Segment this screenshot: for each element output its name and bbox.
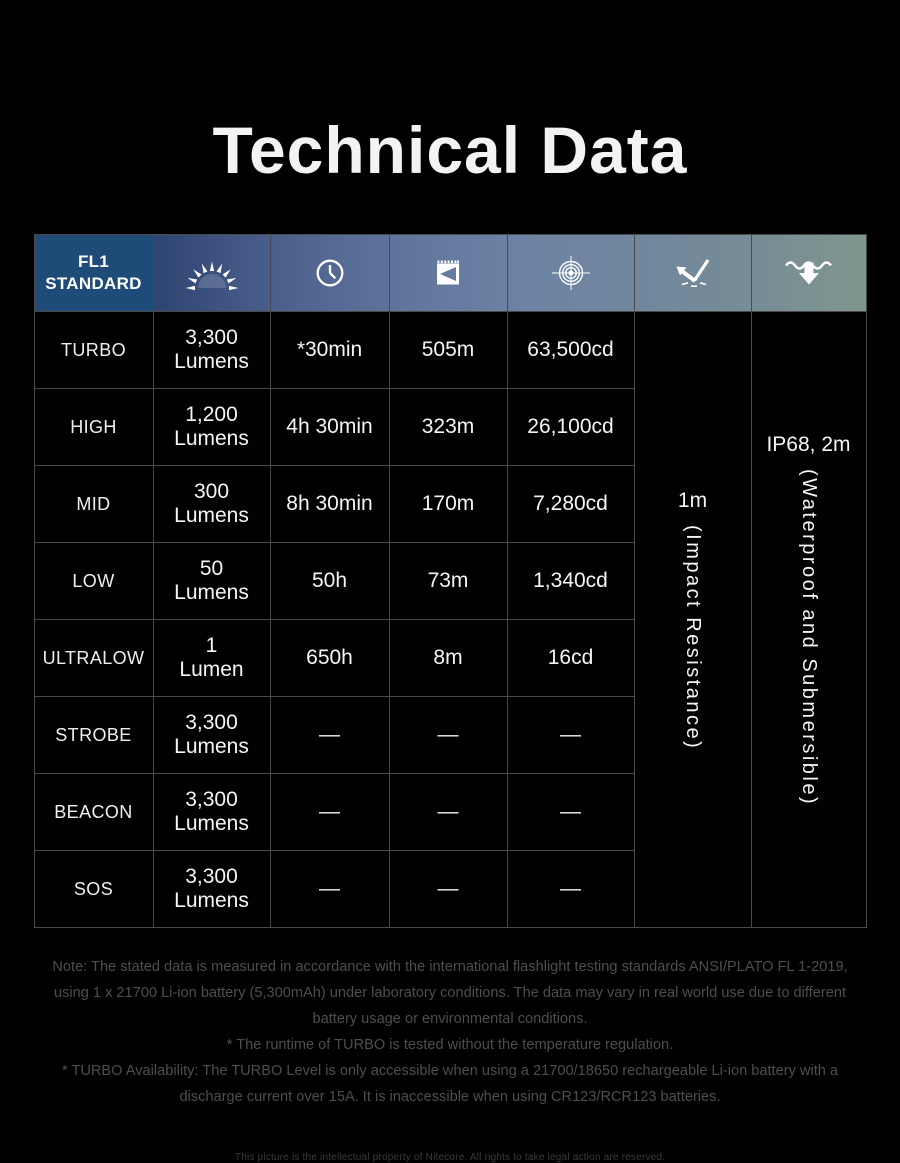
- runtime-cell: 4h 30min: [270, 389, 389, 466]
- lumens-cell: 3,300 Lumens: [153, 774, 270, 851]
- beam-intensity-cell: 63,500cd: [507, 312, 634, 389]
- level-cell: BEACON: [34, 774, 153, 851]
- beam-distance-cell: —: [389, 774, 507, 851]
- level-cell: HIGH: [34, 389, 153, 466]
- header-beam-distance: [389, 235, 507, 312]
- fl1-standard-line2: STANDARD: [45, 274, 142, 293]
- note-line: battery usage or environmental conditions.: [312, 1011, 588, 1027]
- beam-intensity-icon: [543, 255, 599, 291]
- header-runtime: [270, 235, 389, 312]
- beam-intensity-cell: 7,280cd: [507, 466, 634, 543]
- level-cell: MID: [34, 466, 153, 543]
- fl1-standard-header: [34, 235, 153, 312]
- level-cell: STROBE: [34, 697, 153, 774]
- beam-distance-cell: 505m: [389, 312, 507, 389]
- runtime-cell: 650h: [270, 620, 389, 697]
- lumens-cell: 3,300 Lumens: [153, 697, 270, 774]
- note-line: * TURBO Availability: The TURBO Level is only accessible when using a 21700/18650 rechargeable Li-ion battery with a: [61, 1063, 839, 1079]
- notes-block: [0, 954, 900, 1110]
- beam-distance-cell: —: [389, 697, 507, 774]
- lumens-cell: 3,300 Lumens: [153, 851, 270, 928]
- header-waterproof: [751, 235, 866, 312]
- waterproof-icon: [781, 255, 837, 291]
- note-line: using 1 x 21700 Li-ion battery (5,300mAh) under laboratory conditions. The data may vary in real world use due to different: [53, 985, 847, 1001]
- runtime-cell: —: [270, 774, 389, 851]
- beam-intensity-cell: 26,100cd: [507, 389, 634, 466]
- lumens-cell: 300 Lumens: [153, 466, 270, 543]
- impact-resistance-icon: [665, 255, 721, 291]
- runtime-cell: *30min: [270, 312, 389, 389]
- note-line: * The runtime of TURBO is tested without the temperature regulation.: [226, 1037, 674, 1053]
- beam-distance-cell: 170m: [389, 466, 507, 543]
- lumens-cell: 1,200 Lumens: [153, 389, 270, 466]
- brightness-icon: [184, 255, 240, 291]
- beam-intensity-cell: —: [507, 774, 634, 851]
- header-impact-resistance: [634, 235, 751, 312]
- level-cell: SOS: [34, 851, 153, 928]
- beam-distance-cell: 323m: [389, 389, 507, 466]
- clock-icon: [302, 255, 358, 291]
- page-title: Technical Data: [212, 113, 688, 187]
- beam-intensity-cell: 1,340cd: [507, 543, 634, 620]
- lumens-cell: 1 Lumen: [153, 620, 270, 697]
- note-line: Note: The stated data is measured in accordance with the international flashlight testing standards ANSI/PLATO FL 1-2019,: [52, 959, 848, 975]
- runtime-cell: —: [270, 697, 389, 774]
- lumens-cell: 50 Lumens: [153, 543, 270, 620]
- impact-resistance-cell: [634, 312, 751, 928]
- level-cell: TURBO: [34, 312, 153, 389]
- beam-intensity-cell: —: [507, 851, 634, 928]
- fl1-standard-line1: FL1: [77, 251, 110, 271]
- impact-resistance-cell-label: (Impact Resistance): [682, 524, 704, 751]
- beam-distance-cell: 8m: [389, 620, 507, 697]
- lumens-cell: 3,300 Lumens: [153, 312, 270, 389]
- note-line: discharge current over 15A. It is inaccessible when using CR123/RCR123 batteries.: [179, 1089, 721, 1105]
- technical-data-table: [34, 234, 867, 928]
- level-cell: ULTRALOW: [34, 620, 153, 697]
- waterproof-cell-label: (Waterproof and Submersible): [798, 468, 820, 807]
- waterproof-cell-value: IP68, 2m: [766, 432, 851, 456]
- table-row-turbo: [34, 312, 866, 389]
- table-body: [34, 312, 866, 928]
- runtime-cell: 50h: [270, 543, 389, 620]
- impact-resistance-cell-value: 1m: [677, 488, 708, 512]
- beam-distance-cell: 73m: [389, 543, 507, 620]
- table-header-row: [34, 235, 866, 312]
- level-cell: LOW: [34, 543, 153, 620]
- legal-footer: This picture is the intellectual property of Nitecore. All rights to take legal action are reserved.: [234, 1152, 666, 1163]
- runtime-cell: —: [270, 851, 389, 928]
- beam-distance-cell: —: [389, 851, 507, 928]
- beam-intensity-cell: 16cd: [507, 620, 634, 697]
- beam-distance-icon: [420, 255, 476, 291]
- header-beam-intensity: [507, 235, 634, 312]
- beam-intensity-cell: —: [507, 697, 634, 774]
- header-brightness: [153, 235, 270, 312]
- waterproof-cell: [751, 312, 866, 928]
- runtime-cell: 8h 30min: [270, 466, 389, 543]
